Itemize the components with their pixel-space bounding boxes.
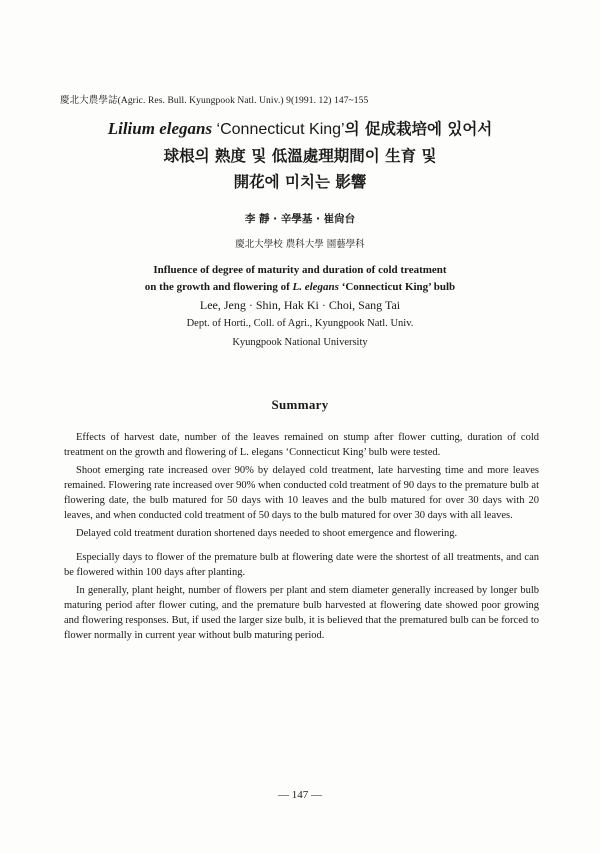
affiliation-korean: 慶北大學校 農科大學 園藝學科 (235, 239, 365, 250)
english-title-species: L. elegans (292, 281, 339, 293)
english-title-part-b: ‘Connecticut King’ bulb (338, 281, 456, 293)
authors-english: Lee, Jeng · Shin, Hak Ki · Choi, Sang Tai (199, 298, 401, 312)
summary-paragraph: Effects of harvest date, number of the leaves remained on stump after flower cutting, duration of cold treatment on the growth and flowering of L. elegans ‘Connecticut King’ bulb were tested. (64, 432, 539, 458)
summary-body (64, 430, 539, 646)
authors-korean: 李 靜 · 辛學基 · 崔尙台 (244, 213, 356, 225)
page-number: — 147 — (278, 789, 322, 801)
english-title-line-2 (0, 279, 600, 296)
university: Kyungpook National University (232, 337, 368, 348)
english-title-part-a: on the growth and flowering of (144, 281, 293, 293)
department: Dept. of Horti., Coll. of Agri., Kyungpook Natl. Univ. (186, 318, 414, 329)
summary-paragraph: Shoot emerging rate increased over 90% by delayed cold treatment, late harvesting time and more leaves remained. Flowering rate increased over 90% when conducted cold treatment of 90 days to the premature bulb at flowering date, the bulb matured for 50 days with 10 leaves and the bulb matured for over 30 days with 20 leaves, and when conducted cold treatment of 50 days to the bulb matured for over 30 days with all leaves. (64, 465, 539, 521)
summary-paragraph: Delayed cold treatment duration shortened days needed to shoot emergence and flowering. (76, 528, 458, 539)
title-line-3: 開花에 미치는 影響 (233, 173, 367, 191)
title-line-1-rest: 의 促成栽培에 있어서 (344, 120, 493, 138)
summary-paragraph: Especially days to flower of the premature bulb at flowering date were the shortest of all treatments, and can be flowered within 100 days after planting. (64, 552, 539, 578)
paper-title-korean (40, 116, 560, 195)
title-variety: ‘Connecticut King’ (212, 121, 345, 138)
journal-header: 慶北大農學誌(Agric. Res. Bull. Kyungpook Natl. Univ.) 9(1991. 12) 147~155 (60, 96, 369, 106)
title-line-1 (40, 116, 560, 143)
english-title-line-1: Influence of degree of maturity and duration of cold treatment (153, 264, 447, 276)
title-latin-name: Lilium elegans (107, 119, 213, 138)
summary-paragraph: In generally, plant height, number of flowers per plant and stem diameter generally increased by longer bulb maturing period after flower cuting, and the premature bulb harvested at flowering date showed poor growing and flowering responses. But, if used the larger size bulb, it is believed that the prematured bulb can be forced to flower normally in current year without bulb maturing period. (64, 585, 539, 641)
title-line-2: 球根의 熟度 및 低溫處理期間이 生育 및 (163, 147, 437, 165)
summary-heading: Summary (271, 397, 329, 412)
